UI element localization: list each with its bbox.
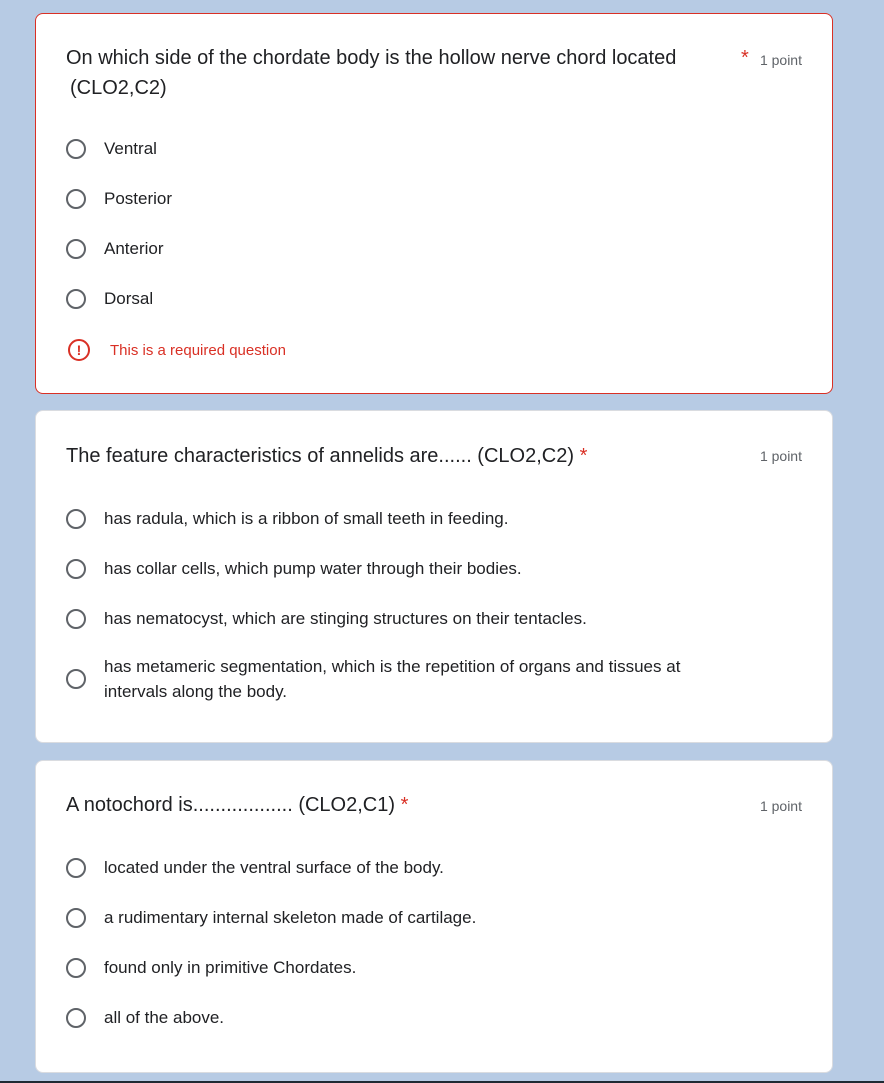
radio-button[interactable] bbox=[66, 289, 86, 309]
question-card-3 bbox=[35, 760, 833, 1073]
question-title-text: The feature characteristics of annelids are...... (CLO2,C2) bbox=[66, 445, 574, 467]
option-label: found only in primitive Chordates. bbox=[104, 958, 357, 977]
question-points: 1 point bbox=[759, 448, 802, 464]
option-primitive[interactable] bbox=[66, 955, 772, 980]
question-title-line2: (CLO2,C2) bbox=[70, 77, 167, 99]
option-dorsal[interactable] bbox=[66, 286, 772, 311]
option-label: has radula, which is a ribbon of small teeth in feeding. bbox=[104, 509, 509, 528]
option-label: Posterior bbox=[104, 189, 173, 208]
radio-button[interactable] bbox=[66, 139, 86, 159]
option-label: located under the ventral surface of the body. bbox=[104, 858, 444, 877]
option-nematocyst[interactable] bbox=[66, 606, 772, 631]
option-label: has metameric segmentation, which is the repetition of organs and tissues at intervals along the body. bbox=[104, 657, 681, 701]
option-posterior[interactable] bbox=[66, 186, 772, 211]
option-label: Dorsal bbox=[104, 289, 154, 308]
question-title bbox=[66, 441, 587, 471]
radio-button[interactable] bbox=[66, 609, 86, 629]
option-label: a rudimentary internal skeleton made of cartilage. bbox=[104, 908, 477, 927]
option-ventral[interactable] bbox=[66, 136, 772, 161]
question-title bbox=[66, 790, 408, 820]
radio-button[interactable] bbox=[66, 958, 86, 978]
option-cartilage[interactable] bbox=[66, 905, 772, 930]
option-metameric[interactable] bbox=[66, 654, 742, 704]
option-label: Ventral bbox=[104, 139, 157, 158]
question-points: 1 point bbox=[759, 52, 802, 68]
question-title-text: A notochord is.................. (CLO2,C1) bbox=[66, 794, 396, 816]
radio-button[interactable] bbox=[66, 239, 86, 259]
radio-button[interactable] bbox=[66, 858, 86, 878]
option-label: Anterior bbox=[104, 239, 164, 258]
required-asterisk: * bbox=[741, 47, 749, 69]
radio-button[interactable] bbox=[66, 669, 86, 689]
question-points: 1 point bbox=[759, 798, 802, 814]
radio-button[interactable] bbox=[66, 1008, 86, 1028]
option-all-above[interactable] bbox=[66, 1005, 772, 1030]
required-asterisk: * bbox=[579, 445, 588, 467]
radio-button[interactable] bbox=[66, 908, 86, 928]
radio-button[interactable] bbox=[66, 189, 86, 209]
option-label: has collar cells, which pump water through their bodies. bbox=[104, 559, 522, 578]
question-card-1 bbox=[35, 13, 833, 394]
option-collar-cells[interactable] bbox=[66, 556, 772, 581]
required-asterisk: * bbox=[400, 794, 409, 816]
option-anterior[interactable] bbox=[66, 236, 772, 261]
radio-button[interactable] bbox=[66, 559, 86, 579]
option-radula[interactable] bbox=[66, 506, 772, 531]
option-ventral-surface[interactable] bbox=[66, 855, 772, 880]
question-title-line1: On which side of the chordate body is the hollow nerve chord located bbox=[66, 47, 677, 69]
question-card-2 bbox=[35, 410, 833, 743]
option-label: all of the above. bbox=[104, 1008, 225, 1027]
error-message: This is a required question bbox=[110, 341, 286, 359]
radio-button[interactable] bbox=[66, 509, 86, 529]
option-label: has nematocyst, which are stinging structures on their tentacles. bbox=[104, 609, 587, 628]
question-title bbox=[66, 43, 676, 73]
required-error bbox=[68, 339, 286, 361]
error-icon: ! bbox=[68, 339, 90, 361]
